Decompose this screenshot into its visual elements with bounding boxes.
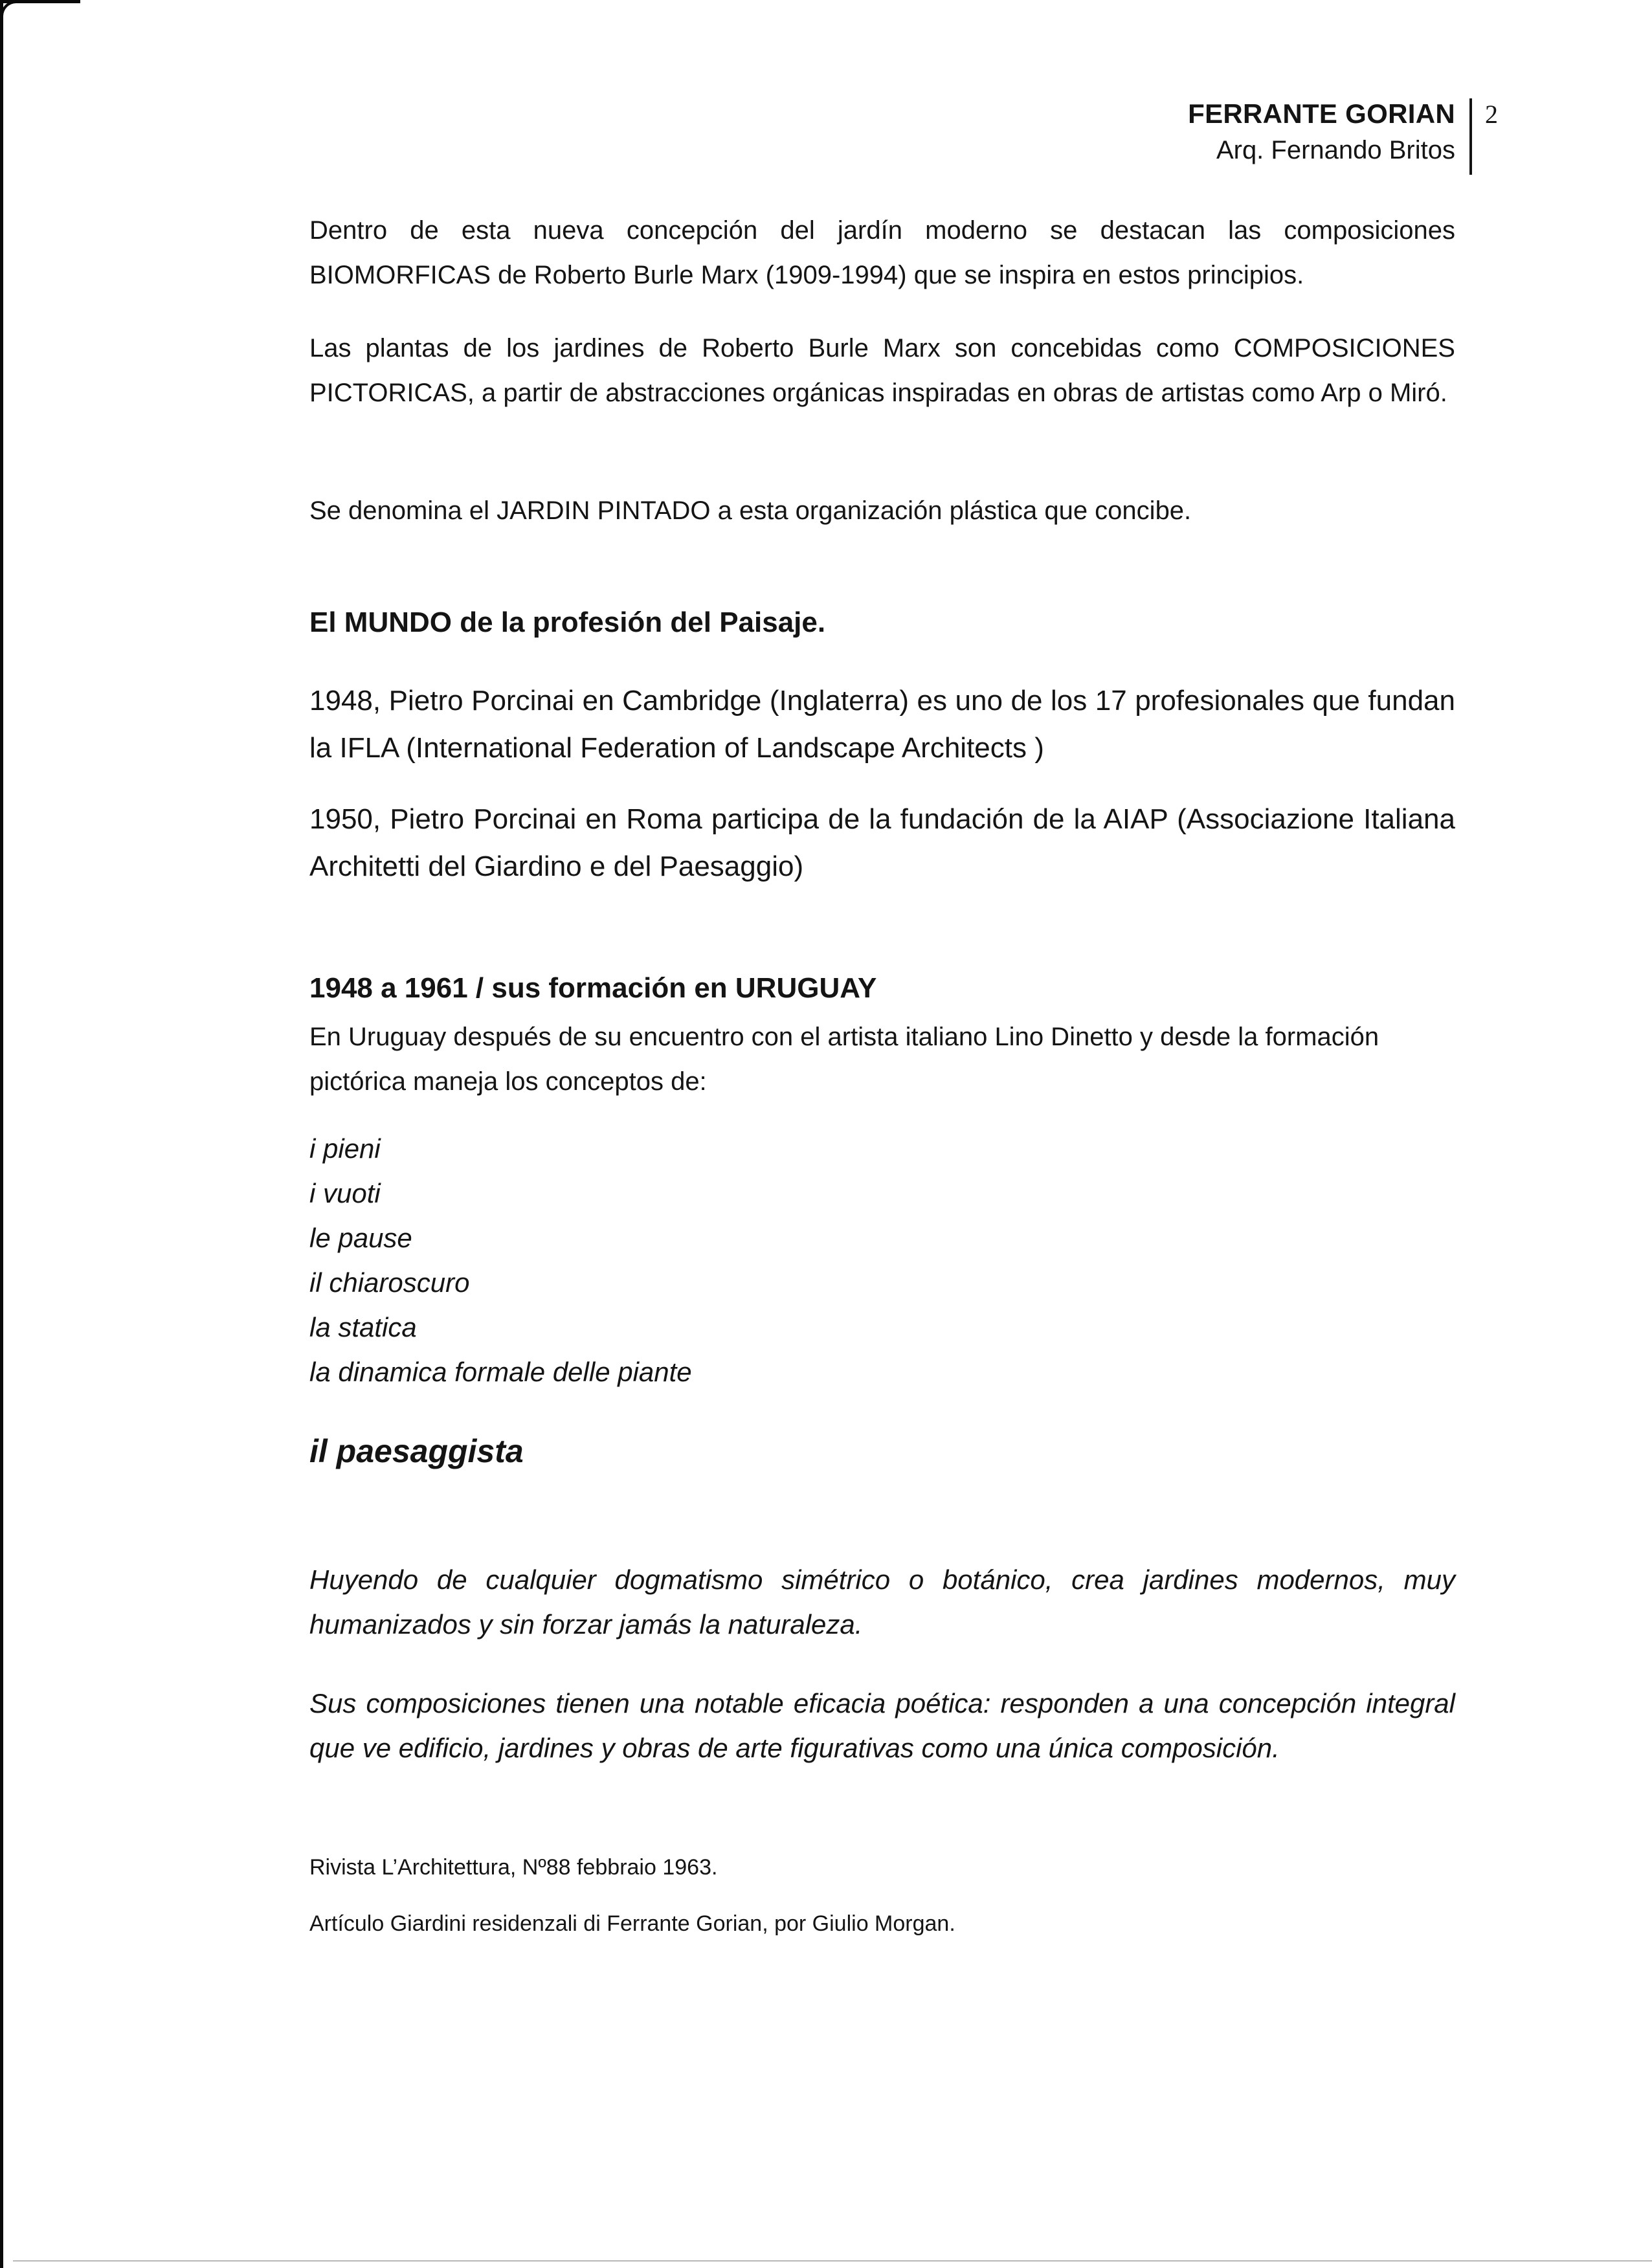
page-number: 2	[1485, 100, 1498, 129]
paragraph-intro: Dentro de esta nueva concepción del jardín moderno se destacan las composiciones BIOMORFICAS de Roberto Burle Marx (1909-1994) que se inspira en estos principios.	[309, 216, 1455, 289]
section-heading-mundo: El MUNDO de la profesión del Paisaje.	[309, 606, 826, 638]
scan-border-bottom	[13, 2260, 1652, 2262]
paragraph-jardin-pintado: Se denomina el JARDIN PINTADO a esta organización plástica que concibe.	[309, 496, 1192, 525]
header-author: Arq. Fernando Britos	[1216, 136, 1455, 164]
page-header	[1188, 96, 1455, 168]
concept-item: le pause	[309, 1223, 412, 1253]
concept-item: i vuoti	[309, 1178, 381, 1208]
quote-paragraph: Sus composiciones tienen una notable eficacia poética: responden a una concepción integral que ve edificio, jardines y obras de arte figurativas como una única composición.	[309, 1688, 1455, 1763]
paragraph-ifla: 1948, Pietro Porcinai en Cambridge (Inglaterra) es uno de los 17 profesionales que fundan la IFLA (International Federation of Landscape Architects )	[309, 685, 1455, 764]
citation-article: Artículo Giardini residenzali di Ferrante Gorian, por Giulio Morgan.	[309, 1911, 955, 1936]
concept-item: la dinamica formale delle piante	[309, 1357, 692, 1387]
paragraph-uruguay-intro: En Uruguay después de su encuentro con el artista italiano Lino Dinetto y desde la formación pictórica maneja los conceptos de:	[309, 1023, 1379, 1096]
scan-border-left	[0, 0, 3, 2268]
header-divider	[1469, 98, 1472, 175]
concept-item: il chiaroscuro	[309, 1267, 470, 1298]
scan-page-corner	[3, 3, 17, 17]
paragraph-plantas: Las plantas de los jardines de Roberto Burle Marx son concebidas como COMPOSICIONES PICTORICAS, a partir de abstracciones orgánicas inspiradas en obras de artistas como Arp o Miró.	[309, 334, 1455, 407]
paragraph-aiap: 1950, Pietro Porcinai en Roma participa de la fundación de la AIAP (Associazione Italiana Architetti del Giardino e del Paesaggio)	[309, 803, 1455, 882]
section-heading-paesaggista: il paesaggista	[309, 1433, 524, 1469]
quote-paragraph: Huyendo de cualquier dogmatismo simétrico o botánico, crea jardines modernos, muy humanizados y sin forzar jamás la naturaleza.	[309, 1564, 1455, 1640]
concept-item: i pieni	[309, 1133, 381, 1164]
concept-item: la statica	[309, 1312, 417, 1342]
scan-border-top	[0, 0, 80, 3]
concept-list	[309, 1126, 1455, 1394]
header-title: FERRANTE GORIAN	[1188, 98, 1455, 129]
section-heading-uruguay: 1948 a 1961 / sus formación en URUGUAY	[309, 972, 877, 1004]
citation-source: Rivista L’Architettura, Nº88 febbraio 1963.	[309, 1855, 718, 1880]
